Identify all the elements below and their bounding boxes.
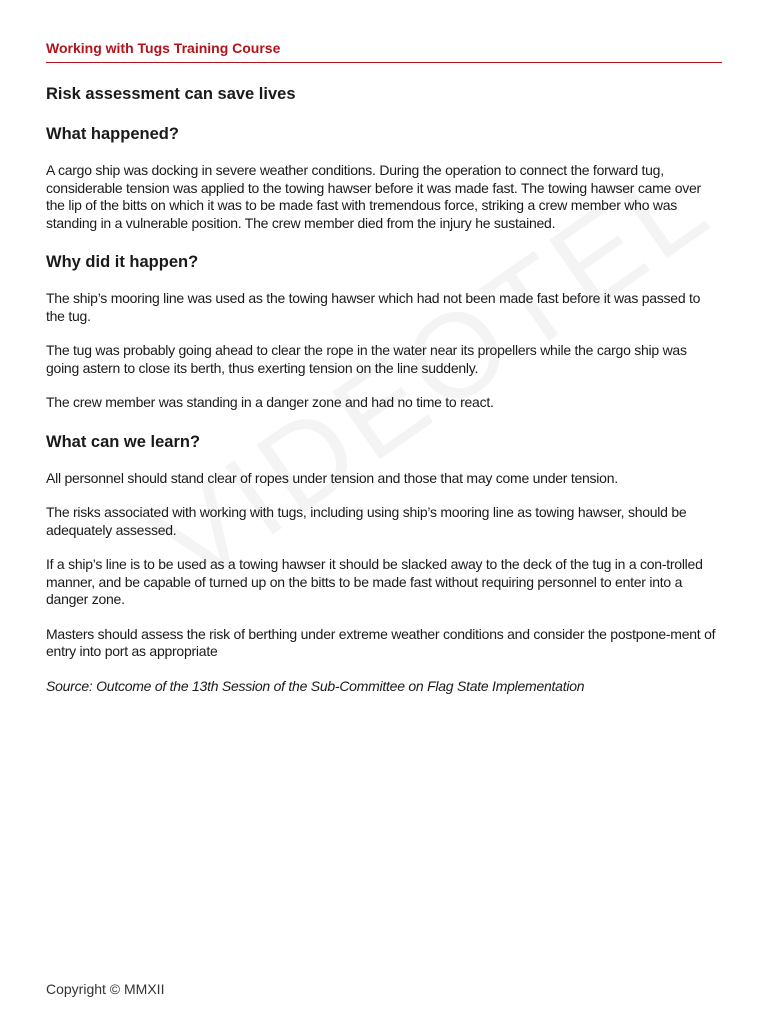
paragraph: Masters should assess the risk of berthing under extreme weather conditions and consider the postpone-ment of entry into port as appropriate	[46, 625, 716, 659]
document-body	[46, 84, 722, 712]
section-heading: What happened?	[46, 125, 179, 143]
paragraph: All personnel should stand clear of ropes under tension and those that may come under tension.	[46, 469, 618, 486]
section-heading: What can we learn?	[46, 432, 201, 451]
paragraph: A cargo ship was docking in severe weather conditions. During the operation to connect the forward tug, considerable tension was applied to the towing hawser before it was made fast. The towing hawser came over the lip of the bitts on which it was to be made fast with tremendous force, striking a crew member who was standing in a vulnerable position. The crew member died from the injury he sustained.	[46, 162, 701, 231]
section-heading: Why did it happen?	[46, 253, 199, 271]
header-divider	[46, 62, 722, 63]
source-citation: Source: Outcome of the 13th Session of the Sub-Committee on Flag State Implementation	[46, 677, 585, 694]
footer-copyright: Copyright © MMXII	[46, 981, 165, 997]
paragraph: The risks associated with working with tugs, including using ship’s mooring line as towing hawser, should be adequately assessed.	[46, 504, 687, 538]
paragraph: The ship’s mooring line was used as the towing hawser which had not been made fast before it was passed to the tug.	[46, 290, 701, 324]
paragraph: The crew member was standing in a danger zone and had no time to react.	[46, 394, 494, 410]
paragraph: The tug was probably going ahead to clear the rope in the water near its propellers while the cargo ship was going astern to close its berth, thus exerting tension on the line suddenly.	[46, 342, 687, 376]
document-title: Risk assessment can save lives	[46, 85, 296, 103]
paragraph: If a ship’s line is to be used as a towing hawser it should be slacked away to the deck of the tug in a con-trolled manner, and be capable of turned up on the bitts to be made fast without requiring personnel to enter into a danger zone.	[46, 556, 703, 607]
header-title: Working with Tugs Training Course	[46, 40, 281, 56]
